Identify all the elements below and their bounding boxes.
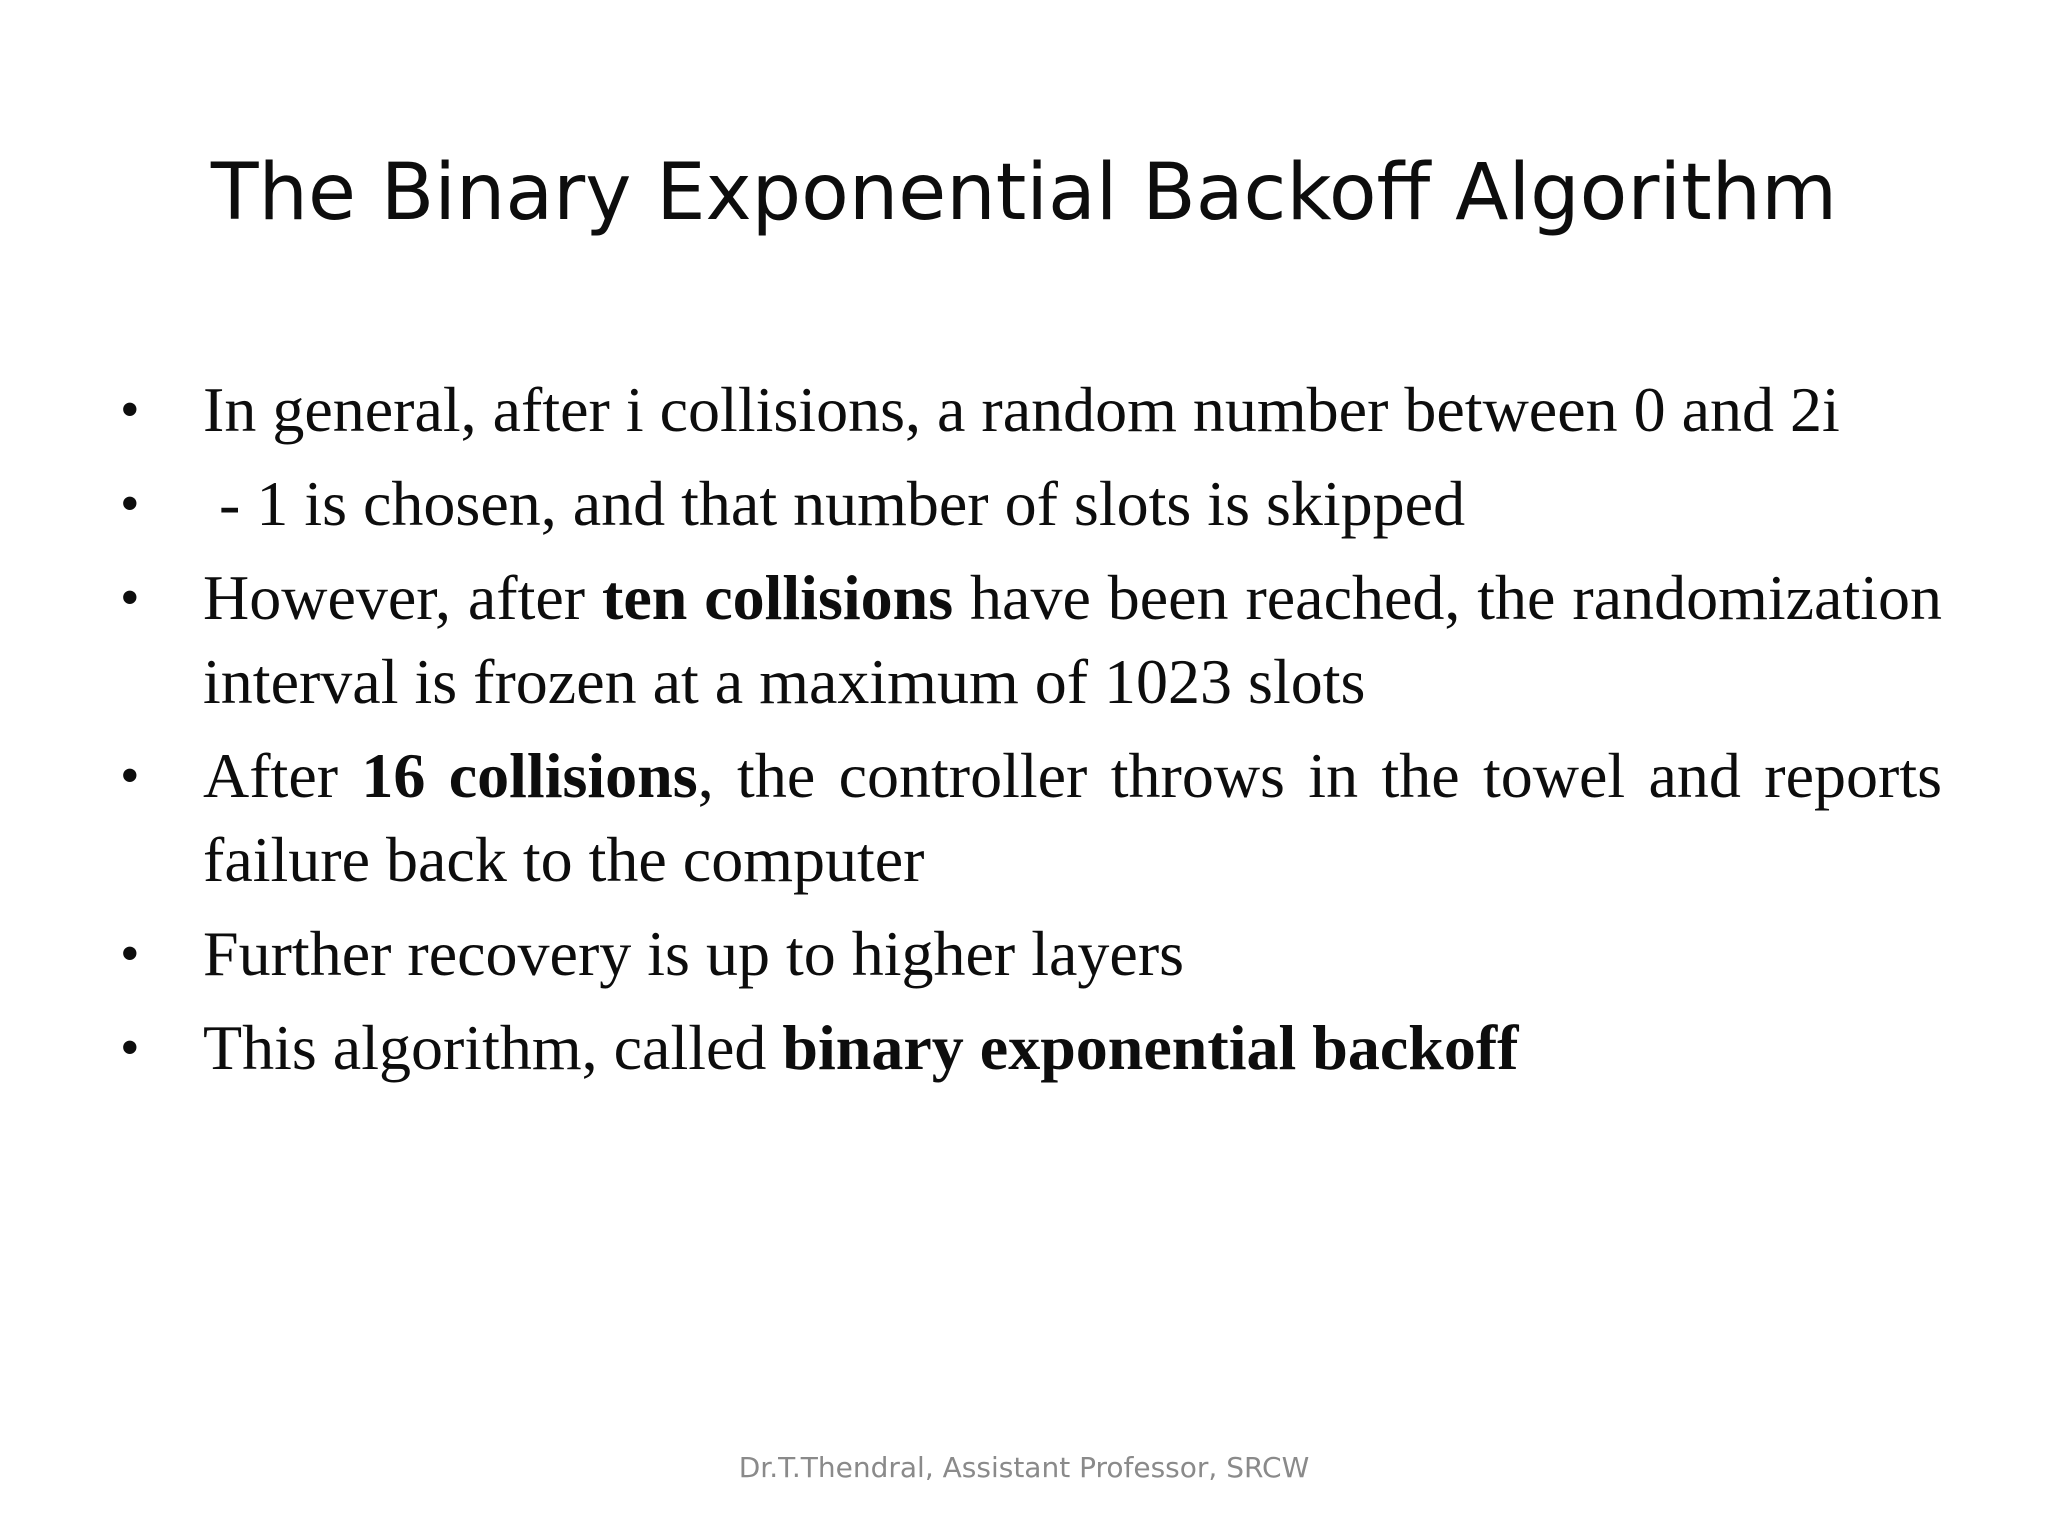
bullet-item bbox=[120, 734, 1942, 902]
bullet-item bbox=[120, 368, 1942, 452]
slide-title: The Binary Exponential Backoff Algorithm bbox=[210, 148, 1838, 238]
bullet-text bbox=[203, 556, 1942, 724]
bullet-text-part: However, after bbox=[203, 562, 602, 633]
bullet-icon: • bbox=[120, 923, 140, 985]
bullet-bold-text: 16 collisions bbox=[361, 740, 698, 811]
bullet-icon: • bbox=[120, 745, 140, 807]
bullet-item bbox=[120, 912, 1942, 996]
bullet-text-part: have been reached, the randomization interval is frozen at a maximum of 1023 slots bbox=[203, 562, 1942, 717]
bullet-icon: • bbox=[120, 379, 140, 441]
bullet-text bbox=[203, 1006, 1942, 1090]
bullet-text-part: , the controller throws in the towel and reports failure back to the computer bbox=[203, 740, 1943, 895]
bullet-bold-text: binary exponential backoff bbox=[782, 1012, 1519, 1083]
bullet-item bbox=[120, 556, 1942, 724]
bullet-list bbox=[120, 368, 1942, 1100]
bullet-text-part: This algorithm, called bbox=[203, 1012, 783, 1083]
bullet-icon: • bbox=[120, 567, 140, 629]
bullet-bold-text: ten collisions bbox=[602, 562, 954, 633]
bullet-text-part: After bbox=[203, 740, 362, 811]
bullet-text: In general, after i collisions, a random number between 0 and 2i bbox=[203, 374, 1840, 445]
bullet-icon: • bbox=[120, 1017, 140, 1079]
bullet-text: - 1 is chosen, and that number of slots is skipped bbox=[203, 468, 1466, 539]
bullet-item bbox=[120, 1006, 1942, 1090]
footer-credit: Dr.T.Thendral, Assistant Professor, SRCW bbox=[738, 1451, 1310, 1484]
bullet-icon: • bbox=[120, 473, 140, 535]
bullet-text: Further recovery is up to higher layers bbox=[203, 918, 1185, 989]
bullet-item bbox=[120, 462, 1942, 546]
bullet-text bbox=[203, 734, 1942, 902]
